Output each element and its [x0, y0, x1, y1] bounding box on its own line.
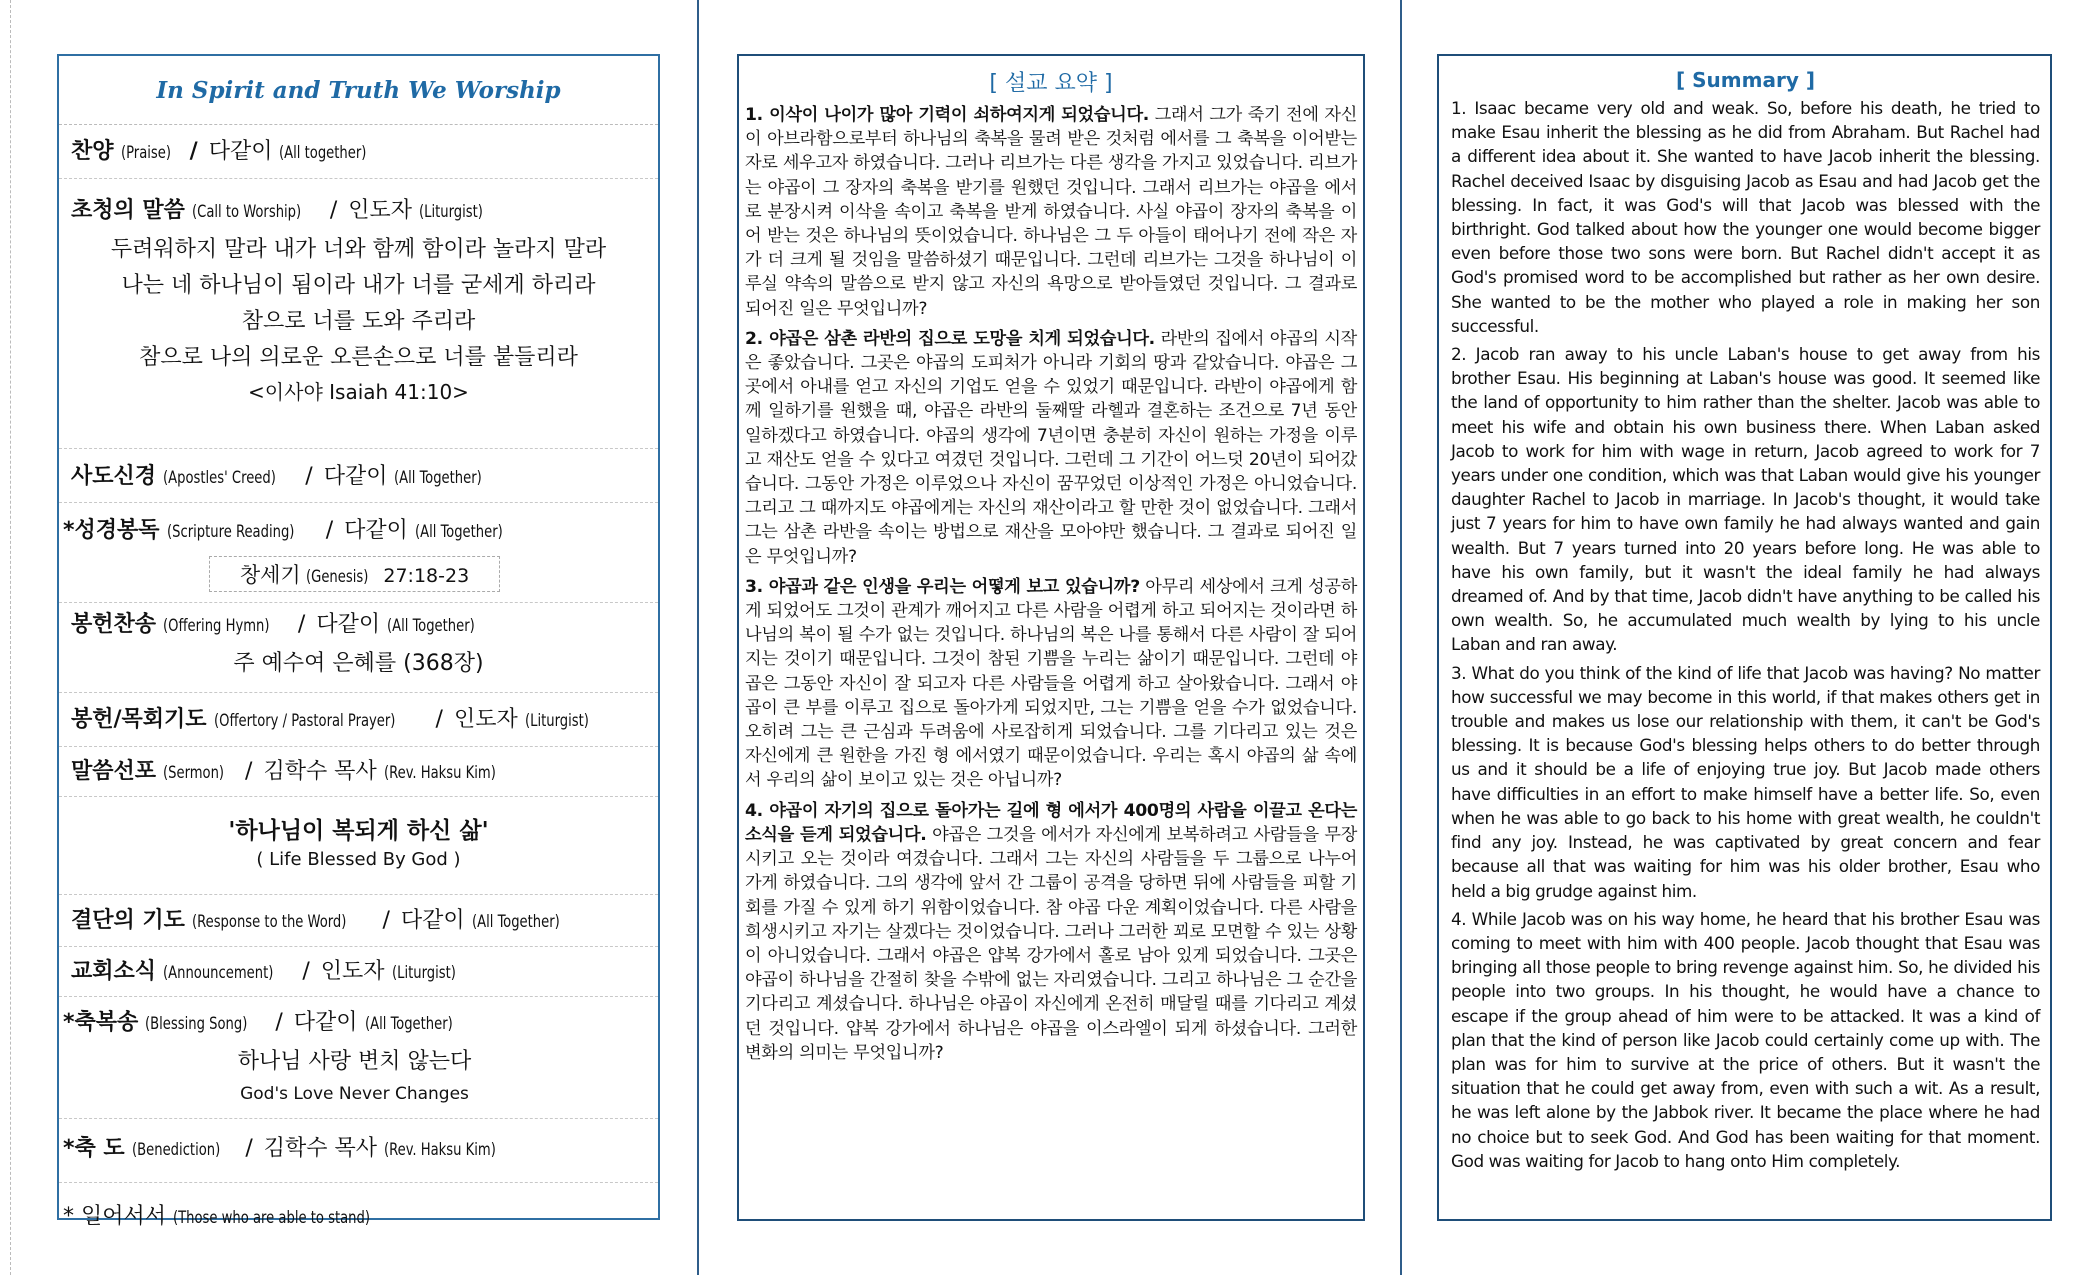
- scripture-row: [59, 503, 658, 603]
- benediction-row: [59, 1119, 658, 1183]
- announcement-row: [59, 947, 658, 997]
- scripture-en: (Scripture Reading): [166, 522, 294, 542]
- sermon-en: (Sermon): [163, 763, 225, 783]
- call-who: 인도자: [348, 198, 413, 223]
- offering-hymn-who-en: (All Together): [387, 616, 475, 636]
- benediction-pastor: 김학수 목사: [263, 1136, 377, 1161]
- fold-line-left: [697, 0, 699, 1275]
- call-sep: /: [329, 198, 338, 223]
- praise-en: (Praise): [120, 143, 171, 163]
- scripture-label: 성경봉독: [74, 518, 160, 543]
- offering-hymn-title: 주 예수여 은혜를 (368장): [233, 651, 484, 676]
- summary-en-title: [ Summary ]: [1676, 68, 1815, 92]
- offertory-sep: /: [435, 707, 443, 732]
- standing-marker: *: [63, 1136, 75, 1161]
- benediction-en: (Benediction): [131, 1140, 220, 1160]
- offering-hymn-sep: /: [297, 612, 306, 637]
- response-who-en: (All Together): [471, 912, 560, 932]
- offertory-who-en: (Liturgist): [524, 711, 589, 731]
- order-of-worship-panel: [57, 54, 660, 1229]
- sermon-title-en: ( Life Blessed By God ): [256, 849, 461, 870]
- summary-en-point-1: 1. Isaac became very old and weak. So, before his death, he tried to make Esau inherit the blessing as he did from Abraham. But Rachel had a different idea about it. She wanted to have Jacob inherit the blessing. Rachel deceived Isaac by disguising Jacob as Esau and had Jacob get the blessing. In fact, it was God's will that Jacob was blessed with the birthright. God talked about how the younger one would become bigger even before those two sons were born. But Rachel didn't accept it as God's promised word to be accomplished but rather as her own desire. She wanted to be the mother who played a role in making her son successful.: [1451, 98, 2040, 336]
- response-label: 결단의 기도: [71, 908, 185, 933]
- praise-row: [59, 125, 658, 179]
- stand-note-row: [59, 1183, 658, 1253]
- blessing-song-sep: /: [275, 1010, 283, 1035]
- offertory-label: 봉헌/목회기도: [71, 707, 207, 732]
- scripture-sep: /: [325, 518, 334, 543]
- offertory-who: 인도자: [453, 707, 518, 732]
- summary-ko-point-2-head: 2. 야곱은 삼촌 라반의 집으로 도망을 치게 되었습니다.: [745, 328, 1155, 349]
- benediction-sep: /: [245, 1136, 253, 1161]
- summary-en-point-2: 2. Jacob ran away to his uncle Laban's house to get away from his brother Esau. His beginning at Laban's house was good. It seemed like the land of opportunity to him rather than the shelter. Jacob was able to meet his wife and obtain his own business there. When Laban asked Jacob to work for him with wage in return, Jacob agreed to work for 7 years under one condition, which was that Laban would give his younger daughter Rachel to Jacob in marriage. In Jacob's thought, it would take just 7 years for him to have own family he had always wanted and gain wealth. But 7 years turned into 20 years before long. He was able to have his own family, but it wasn't the ideal family he had always dreamed of. And by that time, Jacob didn't have anything to be called his own wealth. So, he accumulated much wealth by lying to his uncle Laban and ran away.: [1451, 344, 2040, 655]
- sermon-title-row: [59, 797, 658, 895]
- creed-sep: /: [305, 464, 313, 489]
- scripture-who: 다같이: [344, 518, 408, 543]
- benediction-pastor-en: (Rev. Haksu Kim): [384, 1140, 496, 1160]
- praise-sep: /: [189, 139, 198, 164]
- praise-label: 찬양: [71, 139, 114, 164]
- scripture-reference-box: [209, 556, 500, 592]
- verse-reference: <이사야 Isaiah 41:10>: [248, 380, 469, 404]
- blessing-song-label: 축복송: [74, 1010, 139, 1035]
- summary-ko-point-4-body: 야곱은 그것을 에서가 자신에게 보복하려고 사람들을 무장시키고 오는 것이라 여겼습니다. 그래서 그는 자신의 사람들을 두 그룹으로 나누어 가게 하였습니다. 그의 생각에 앞서 간 그룹이 공격을 당하면 뒤에 사람들을 피할 기회를 가질 수 있게 하기 위함이었습니다. 참 야곱 다운 계획이었습니다. 다른 사람을 희생시키고 자기는 살겠다는 것이었습니다. 그러나 그러한 꾀로 모면할 수 있는 상황이 아니었습니다. 그래서 야곱은 얍복 강가에서 홀로 남아 있게 되었습니다. 그곳은 야곱이 하나님을 간절히 찾을 수밖에 없는 자리였습니다. 그리고 하나님은 그 순간을 기다리고 계셨습니다. 하나님은 야곱이 자신에게 온전히 매달릴 때를 기다리고 계셨던 것입니다. 얍복 강가에서 하나님은 야곱을 이스라엘이 되게 하셨습니다. 그러한 변화의 의미는 무엇입니까?: [745, 824, 1357, 1063]
- scripture-book-en: (Genesis): [305, 567, 369, 587]
- summary-ko-point-1-head: 1. 이삭이 나이가 많아 기력이 쇠하여지게 되었습니다.: [745, 105, 1149, 125]
- summary-ko-point-3-head: 3. 야곱과 같은 인생을 우리는 어떻게 보고 있습니까?: [745, 576, 1140, 597]
- call-who-en: (Liturgist): [419, 202, 483, 222]
- offertory-en: (Offertory / Pastoral Prayer): [213, 711, 396, 731]
- sermon-row: [59, 747, 658, 797]
- fold-line-right: [1400, 0, 1402, 1275]
- offering-hymn-en: (Offering Hymn): [163, 616, 270, 636]
- sermon-sep: /: [245, 759, 253, 784]
- stand-label: 일어서서: [81, 1204, 167, 1229]
- call-to-worship-row: [59, 179, 658, 449]
- blessing-song-who: 다같이: [293, 1010, 358, 1035]
- sermon-summary-english: [1437, 54, 2052, 1221]
- standing-marker: *: [63, 1010, 75, 1035]
- response-en: (Response to the Word): [191, 912, 347, 932]
- benediction-label: 축 도: [74, 1136, 125, 1161]
- response-sep: /: [382, 908, 390, 933]
- summary-ko-point-4-head: 4. 야곱이 자기의 집으로 돌아가는 길에 형 에서가 400명의 사람을 이끌고 온다는 소식을 듣게 되었습니다.: [745, 800, 1357, 845]
- standing-marker: *: [63, 518, 75, 543]
- scripture-book: 창세기: [239, 563, 301, 587]
- response-row: [59, 895, 658, 947]
- creed-en: (Apostles' Creed): [163, 468, 276, 488]
- summary-ko-point-3-body: 아무리 세상에서 크게 성공하게 되었어도 그것이 관계가 깨어지고 다른 사람을 어렵게 하고 되어지는 것이라면 하나님의 복이 될 수가 없는 것입니다. 하나님의 복은 나를 통해서 다른 사람이 잘 되어지는 것이기 때문입니다. 그것이 참된 기쁨을 누리는 삶이기 때문입니다. 그런데 야곱은 그동안 자신이 잘 되고자 다른 사람들을 어렵게 하고 살아왔습니다. 그래서 야곱이 큰 부를 이루고 집으로 돌아가게 되었지만, 그는 기쁨을 얻을 수가 없었습니다. 오히려 그는 큰 근심과 두려움에 사로잡히게 되었습니다. 그를 기다리고 있는 것은 자신에게 큰 원한을 가진 형 에서였기 때문이었습니다. 우리는 혹시 야곱의 삶 속에서 우리의 삶이 보이고 있는 것은 아닙니까?: [745, 576, 1357, 791]
- verse-line-3: 참으로 너를 도와 주리라: [241, 309, 476, 334]
- stand-en: (Those who are able to stand): [173, 1208, 371, 1228]
- scripture-chapter: 27:18-23: [383, 565, 470, 587]
- offering-hymn-who: 다같이: [316, 612, 381, 637]
- call-en: (Call to Worship): [191, 202, 302, 222]
- announcement-who-en: (Liturgist): [391, 963, 456, 983]
- creed-row: [59, 449, 658, 503]
- left-margin-rule: [10, 0, 11, 1275]
- offertory-row: [59, 693, 658, 747]
- blessing-song-en: (Blessing Song): [145, 1014, 248, 1034]
- verse-line-4: 참으로 나의 의로운 오른손으로 너를 붙들리라: [139, 345, 578, 370]
- summary-ko-point-4: [745, 799, 1357, 1065]
- blessing-song-title-en: God's Love Never Changes: [240, 1084, 469, 1104]
- stand-marker: *: [63, 1204, 74, 1229]
- verse-line-2: 나는 네 하나님이 됨이라 내가 너를 굳세게 하리라: [121, 273, 596, 298]
- sermon-label: 말씀선포: [71, 759, 157, 784]
- offering-hymn-label: 봉헌찬송: [71, 612, 157, 637]
- call-label: 초청의 말씀: [71, 198, 185, 223]
- blessing-song-row: [59, 997, 658, 1119]
- creed-who-en: (All Together): [394, 468, 483, 488]
- summary-en-point-4: 4. While Jacob was on his way home, he heard that his brother Esau was coming to meet with him with 400 people. Jacob thought that Esau was bringing all those people to bring revenge against him. So, he divided his people into two groups. In his thought, he would have a chance to escape if the group ahead of him were to be attacked. It was a kind of plan that the kind of person like Jacob could certainly come up with. The plan was for him to survive at the price of others. But it wasn't the situation that he could get away from, even with such a wit. As a result, he was left alone by the Jabbok river. It became the place where he had no choice but to seek God. And God has been waiting for that moment. God was waiting for Jacob to hang onto Him completely.: [1451, 908, 2040, 1171]
- summary-ko-title: [ 설교 요약 ]: [989, 71, 1113, 96]
- announcement-en: (Announcement): [163, 963, 274, 983]
- creed-label: 사도신경: [71, 464, 157, 489]
- sermon-preacher: 김학수 목사: [263, 759, 377, 784]
- verse-line-1: 두려워하지 말라 내가 너와 함께 함이라 놀라지 말라: [110, 237, 607, 262]
- summary-en-point-3: 3. What do you think of the kind of life that Jacob was having? No matter how successful we may become in this world, if that makes others get in trouble and makes us lose our relationship with them, it can't be God's blessing. It is because God's blessing helps others to do better through us and it should be a life of enjoying true joy. But Jacob made others have difficulties in an effort to make himself have a better life. So, even when he was able to go back to his home with great wealth, he couldn't find any joy. Instead, he was captivated by great concern and fear because all that was waiting for him was his older brother, Esau who held a big grudge against him.: [1451, 662, 2040, 901]
- announcement-label: 교회소식: [71, 959, 157, 984]
- praise-who: 다같이: [208, 139, 273, 164]
- offering-hymn-row: [59, 603, 658, 693]
- blessing-song-title: 하나님 사랑 변치 않는다: [237, 1049, 472, 1074]
- sermon-title: '하나님이 복되게 하신 삶': [228, 818, 489, 844]
- summary-ko-point-1-body: 그래서 그가 죽기 전에 자신이 아브라함으로부터 하나님의 축복을 물려 받은 것처럼 에서를 그 축복을 이어받는 자로 세우고자 하였습니다. 그러나 리브가는 다른 생각을 가지고 있었습니다. 리브가는 야곱이 그 장자의 축복을 받기를 원했던 것입니다. 그래서 리브가는 야곱을 에서로 분장시켜 이삭을 속이고 축복을 받게 하였습니다. 사실 야곱이 장자의 축복을 이어 받는 것은 하나님의 뜻이었습니다. 하나님은 그 두 아들이 태어나기 전에 작은 자가 더 크게 될 것임을 말씀하셨기 때문입니다. 그런데 리브가는 그것을 하나님이 이루실 약속의 말씀으로 받지 않고 자신의 욕망으로 받아들였던 것입니다. 그 결과로 되어진 일은 무엇입니까?: [745, 105, 1357, 319]
- praise-who-en: (All together): [279, 143, 367, 163]
- response-who: 다같이: [400, 908, 465, 933]
- summary-ko-point-2-body: 라반의 집에서 야곱의 시작은 좋았습니다. 그곳은 야곱의 도피처가 아니라 기회의 땅과 같았습니다. 야곱은 그곳에서 아내를 얻고 자신의 기업도 얻을 수 있었기 때문입니다. 라반이 야곱에게 함께 일하기를 원했을 때, 야곱은 라반의 둘째딸 라헬과 결혼하는 조건으로 7년 동안 일하겠다고 하였습니다. 야곱의 생각에 7년이면 충분히 자신이 원하는 가정을 이루고 재산도 얻을 수 있다고 여겼던 것입니다. 그런데 그 기간이 어느덧 20년이 되어갔습니다. 그동안 가정은 이루었으나 자신이 꿈꾸었던 이상적인 가정은 아니었습니다. 그리고 그 때까지도 야곱에게는 자신의 재산이라고 할 만한 것이 없었습니다. 그래서 그는 삼촌 라반을 속이는 방법으로 재산을 모아야만 했습니다. 그 결과로 되어진 일은 무엇입니까?: [745, 328, 1357, 567]
- worship-title: In Spirit and Truth We Worship: [59, 56, 658, 125]
- scripture-who-en: (All Together): [414, 522, 503, 542]
- blessing-song-who-en: (All Together): [364, 1014, 453, 1034]
- creed-who: 다같이: [323, 464, 388, 489]
- summary-ko-point-3: [745, 575, 1357, 793]
- announcement-who: 인도자: [320, 959, 385, 984]
- summary-ko-point-1: [745, 103, 1357, 321]
- sermon-preacher-en: (Rev. Haksu Kim): [383, 763, 496, 783]
- announcement-sep: /: [302, 959, 310, 984]
- sermon-summary-korean: [737, 54, 1365, 1221]
- summary-ko-point-2: [745, 327, 1357, 569]
